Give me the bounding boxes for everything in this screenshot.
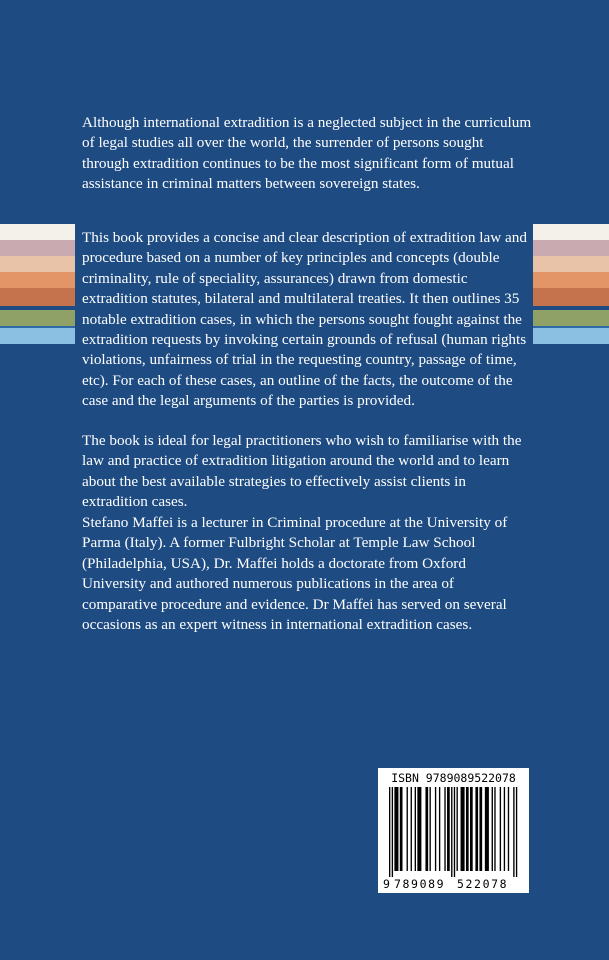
barcode-bar [461, 787, 465, 871]
isbn-barcode [378, 768, 529, 893]
barcode-bar [516, 787, 517, 877]
barcode-bar [394, 787, 398, 871]
barcode-bar [417, 787, 421, 871]
barcode-bar [457, 787, 458, 871]
stripe-right-cream [533, 224, 609, 240]
stripe-right-peach [533, 256, 609, 272]
blurb-paragraph-intro: Although international extradition is a neglected subject in the curriculum of legal studies all over the world, the surrender of persons sought through extradition continues to be the most significant form of mutual assistance in criminal matters between sovereign states. [82, 114, 532, 193]
barcode-bar [492, 787, 493, 871]
barcode-bars [383, 787, 524, 877]
blurb-paragraph-audience: The book is ideal for legal practitioners who wish to familiarise with the law and practice of extradition litigation around the world and to learn about the best available strategies to effectively assist clients in extradition cases. [82, 432, 522, 511]
stripe-left-peach [0, 256, 75, 272]
blurb-paragraph-description: This book provides a concise and clear description of extradition law and procedure based on a number of key principles and concepts (double criminality, rule of speciality, assurances) drawn from domestic extradition statutes, bilateral and multilateral treaties. It then outlines 35 notable extradition cases, in which the persons sought fought against the extradition requests by invoking certain grounds of refusal (human rights violations, unfairness of trial in the requesting country, passage of time, etc). For each of these cases, an outline of the facts, the outcome of the case and the legal arguments of the parties is provided. [82, 229, 527, 410]
isbn-digits-left: 789089 [394, 877, 446, 891]
barcode-bar [430, 787, 431, 871]
barcode-bar [479, 787, 482, 871]
stripe-left-mauve [0, 240, 75, 256]
isbn-label: ISBN 9789089522078 [391, 771, 516, 785]
barcode-bar [504, 787, 505, 871]
barcode-bar [425, 787, 428, 871]
stripe-right-rust [533, 288, 609, 306]
stripe-left-sky [0, 328, 75, 344]
barcode-bar [500, 787, 501, 871]
author-bio: Stefano Maffei is a lecturer in Criminal procedure at the University of Parma (Italy). A former Fulbright Scholar at Temple Law School (Philadelphia, USA), Dr. Maffei holds a doctorate from Oxford University and authored numerous publications in the area of comparative procedure and evidence. Dr Maffei has served on several occasions as an expert witness in international extradition cases. [82, 514, 508, 634]
barcode-bar [392, 787, 393, 877]
stripe-left-olive [0, 310, 75, 326]
barcode-bar [407, 787, 408, 871]
stripe-left-cream [0, 224, 75, 240]
barcode-bar [466, 787, 469, 871]
barcode-bar [400, 787, 403, 871]
barcode-bar [470, 787, 473, 871]
stripe-right-olive [533, 310, 609, 326]
barcode-bar [415, 787, 416, 871]
barcode-bar [411, 787, 412, 871]
barcode-bar [513, 787, 514, 877]
stripe-left-rust [0, 288, 75, 306]
barcode-bar [439, 787, 440, 871]
barcode-bar [447, 787, 450, 871]
stripe-right-orange [533, 272, 609, 288]
barcode-bar [485, 787, 489, 871]
stripe-right-sky [533, 328, 609, 344]
barcode-bar [435, 787, 436, 871]
stripe-right-mauve [533, 240, 609, 256]
barcode-bar [475, 787, 478, 871]
barcode-bar [444, 787, 445, 871]
isbn-digits [383, 877, 524, 891]
barcode-bar [451, 787, 452, 877]
barcode-bar [454, 787, 455, 877]
barcode-bar [494, 787, 495, 871]
stripe-left-orange [0, 272, 75, 288]
barcode-bar [389, 787, 390, 877]
barcode-bar [508, 787, 509, 871]
isbn-digit-first: 9 [383, 877, 390, 891]
isbn-digits-right: 522078 [457, 877, 509, 891]
